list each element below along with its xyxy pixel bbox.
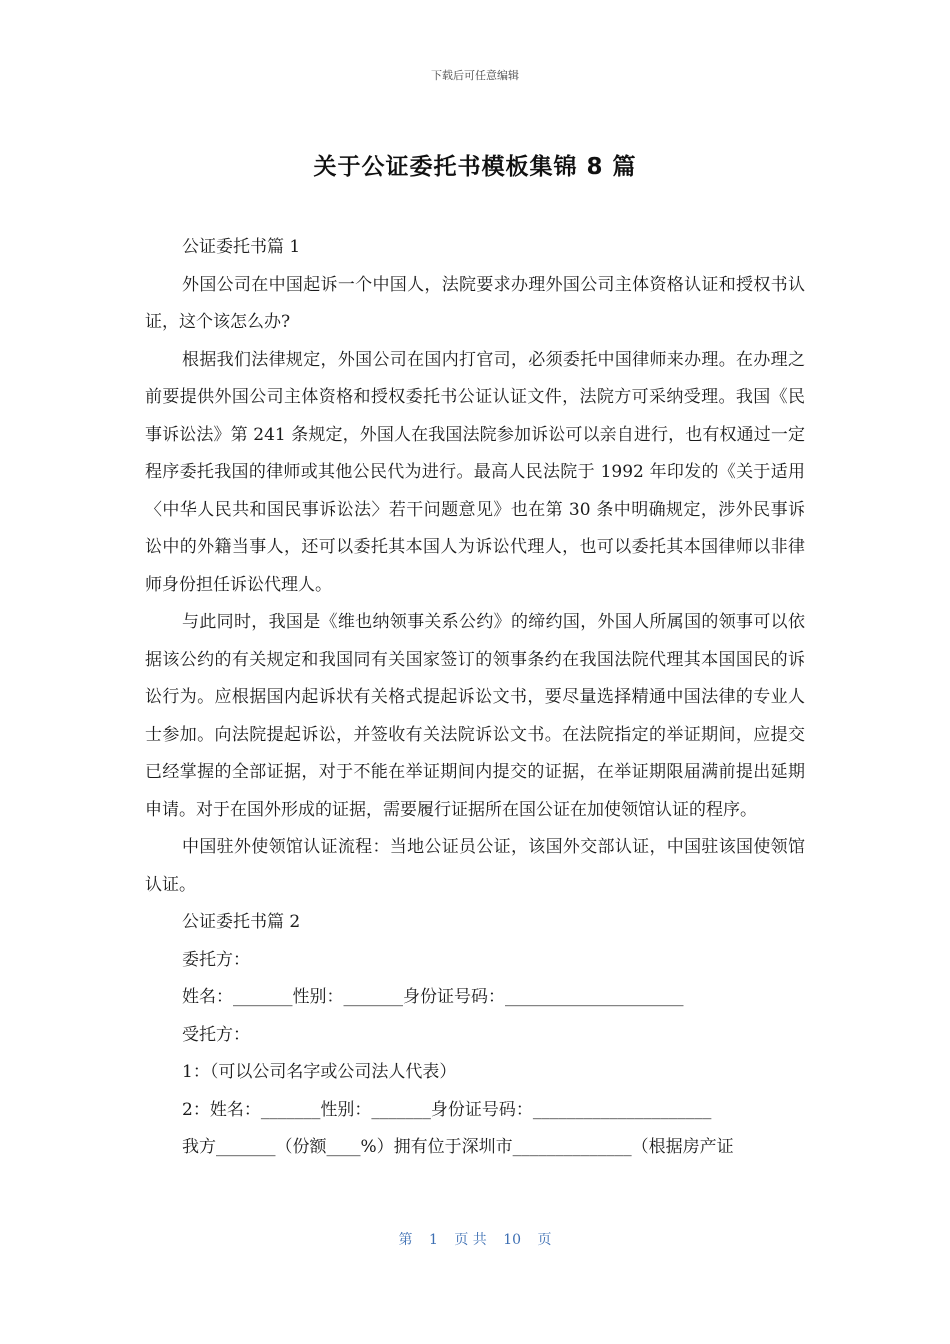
form-line: 2：姓名：_______性别：_______身份证号码：_____________________ xyxy=(182,1099,712,1120)
form-line: 受托方： xyxy=(182,1024,250,1045)
document-body xyxy=(145,229,805,1167)
paragraph: 与此同时，我国是《维也纳领事关系公约》的缔约国，外国人所属国的领事可以依据该公约的有关规定和我国同有关国家签订的领事条约在我国法院代理其本国国民的诉讼行为。应根据国内起诉状有关格式提起诉讼文书，要尽量选择精通中国法律的专业人士参加。向法院提起诉讼，并签收有关法院诉讼文书。在法院指定的举证期间，应提交已经掌握的全部证据，对于不能在举证期间内提交的证据，在举证期限届满前提出延期申请。对于在国外形成的证据，需要履行证据所在国公证在加使领馆认证的程序。 xyxy=(145,612,805,820)
footer-label-end: 页 xyxy=(537,1232,552,1248)
form-line: 姓名：_______性别：_______身份证号码：_____________________ xyxy=(182,987,684,1007)
footer-total-pages: 10 xyxy=(503,1232,522,1248)
document-title: 关于公证委托书模板集锦 8 篇 xyxy=(313,154,637,180)
footer-label-of: 页 共 xyxy=(454,1232,487,1248)
paragraph: 外国公司在中国起诉一个中国人，法院要求办理外国公司主体资格认证和授权书认证，这个该怎么办? xyxy=(145,274,805,332)
header-note: 下载后可任意编辑 xyxy=(431,69,519,82)
form-line: 委托方： xyxy=(182,949,250,970)
section-heading-2: 公证委托书篇 2 xyxy=(182,912,301,932)
footer-label-page: 第 xyxy=(398,1232,413,1248)
section-heading-1: 公证委托书篇 1 xyxy=(182,237,301,257)
paragraph: 中国驻外使领馆认证流程：当地公证员公证，该国外交部认证，中国驻该国使领馆认证。 xyxy=(145,837,805,895)
page-footer xyxy=(0,1229,950,1249)
form-line: 我方_______（份额____%）拥有位于深圳市______________（根据房产证 xyxy=(182,1137,734,1157)
paragraph: 根据我们法律规定，外国公司在国内打官司，必须委托中国律师来办理。在办理之前要提供外国公司主体资格和授权委托书公证认证文件，法院方可采纳受理。我国《民事诉讼法》第 241 条规定，外国人在我国法院参加诉讼可以亲自进行，也有权通过一定程序委托我国的律师或其他公民代为进行。最高人民法院于 1992 年印发的《关于适用〈中华人民共和国民事诉讼法〉若干问题意见》也在第 30 条中明确规定，涉外民事诉讼中的外籍当事人，还可以委托其本国人为诉讼代理人，也可以委托其本国律师以非律师身份担任诉讼代理人。 xyxy=(145,349,805,595)
form-line: 1：（可以公司名字或公司法人代表） xyxy=(182,1062,457,1082)
footer-current-page: 1 xyxy=(428,1232,438,1248)
